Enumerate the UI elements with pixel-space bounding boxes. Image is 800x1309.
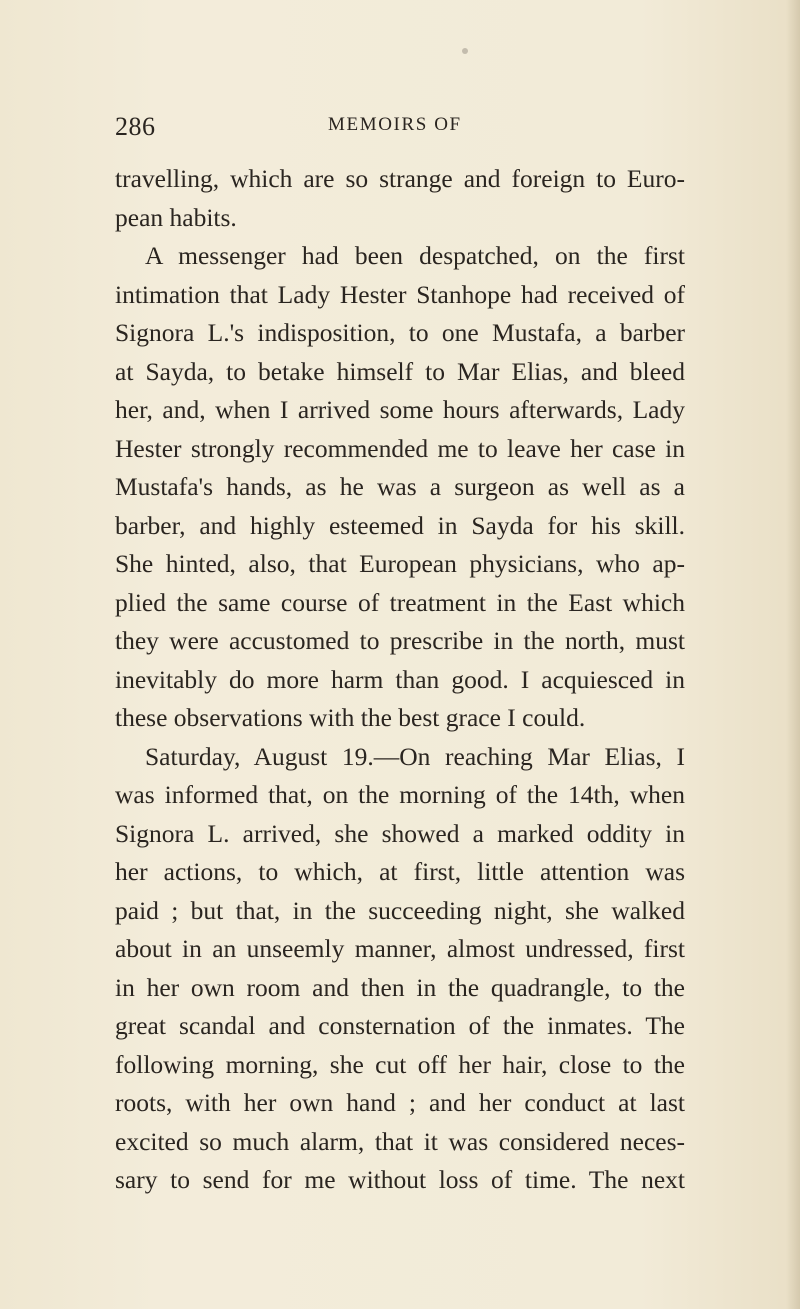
- text-line: her, and, when I arrived some hours afterwards, Lady: [115, 395, 685, 424]
- body-text: [115, 160, 685, 1200]
- running-title: MEMOIRS OF: [328, 114, 462, 135]
- text-line: Signora L.'s indisposition, to one Mustafa, a barber: [115, 318, 685, 347]
- text-line: great scandal and consternation of the inmates. The: [115, 1011, 685, 1040]
- text-line: roots, with her own hand ; and her conduct at last: [115, 1088, 685, 1117]
- text-line: intimation that Lady Hester Stanhope had received of: [115, 279, 685, 309]
- text-line: was informed that, on the morning of the 14th, when: [115, 780, 685, 809]
- text-line: these observations with the best grace I could.: [115, 703, 586, 732]
- text-line: following morning, she cut off her hair, close to the: [115, 1049, 685, 1079]
- text-line: barber, and highly esteemed in Sayda for his skill.: [115, 510, 685, 540]
- text-line: paid ; but that, in the succeeding night, she walked: [115, 895, 685, 925]
- text-line: Saturday, August 19.—On reaching Mar Elias, I: [145, 741, 685, 771]
- text-line: plied the same course of treatment in the East which: [115, 587, 685, 617]
- page-edge-shadow: [786, 0, 800, 1309]
- text-line: Mustafa's hands, as he was a surgeon as well as a: [115, 472, 685, 501]
- page-number: 286: [115, 112, 156, 141]
- page-header: [115, 112, 685, 146]
- text-line: Signora L. arrived, she showed a marked oddity in: [115, 818, 685, 848]
- text-line: her actions, to which, at first, little attention was: [115, 857, 685, 886]
- text-line: She hinted, also, that European physicians, who ap-: [115, 549, 685, 578]
- text-line: Hester strongly recommended me to leave her case in: [115, 433, 685, 463]
- text-line: excited so much alarm, that it was considered neces-: [115, 1126, 685, 1156]
- text-line: in her own room and then in the quadrangle, to the: [115, 972, 685, 1002]
- text-line: inevitably do more harm than good. I acquiesced in: [115, 664, 685, 694]
- text-line: they were accustomed to prescribe in the north, must: [115, 626, 685, 655]
- ink-speck: [462, 48, 468, 54]
- text-line: about in an unseemly manner, almost undressed, first: [115, 934, 685, 963]
- text-line: at Sayda, to betake himself to Mar Elias, and bleed: [115, 356, 685, 386]
- text-line: travelling, which are so strange and foreign to Euro-: [115, 164, 685, 193]
- text-line: A messenger had been despatched, on the first: [145, 241, 685, 270]
- text-line: pean habits.: [115, 202, 237, 232]
- text-line: sary to send for me without loss of time. The next: [115, 1165, 685, 1194]
